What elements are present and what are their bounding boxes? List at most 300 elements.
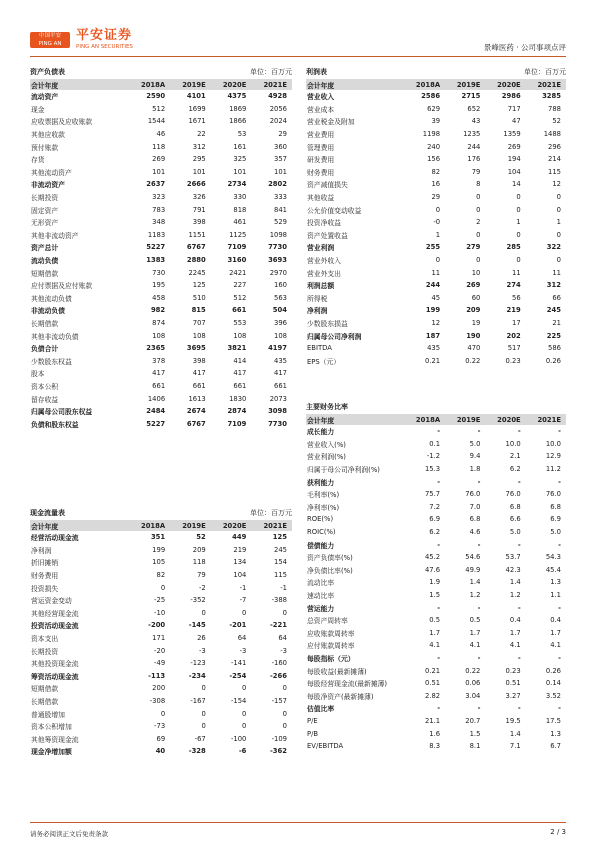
cell-value: 0.22 xyxy=(465,666,481,675)
cell-value: 1.7 xyxy=(429,628,441,637)
cell-value: 104 xyxy=(507,167,521,176)
cell-value: 788 xyxy=(548,104,561,113)
row-label: 营业收入(%) xyxy=(307,440,346,449)
cell-value: 0 xyxy=(242,709,247,718)
cell-value: 17.5 xyxy=(545,716,561,725)
cell-value: 154 xyxy=(274,558,287,567)
cell-value: 1383 xyxy=(146,256,166,265)
cell-value: 1.3 xyxy=(550,729,561,738)
table-row xyxy=(30,354,292,367)
income-statement xyxy=(306,66,566,367)
cell-value: -100 xyxy=(230,734,247,743)
cell-value: 22 xyxy=(197,130,206,139)
cell-value: 79 xyxy=(197,571,206,580)
cell-value: -1.2 xyxy=(426,452,441,461)
cell-value: - xyxy=(517,653,521,662)
cell-value: 11 xyxy=(512,268,521,277)
row-label: 现金净增加额 xyxy=(31,748,72,757)
cell-value: 6.8 xyxy=(509,502,521,511)
table-row xyxy=(306,153,566,166)
cell-value: 563 xyxy=(274,293,287,302)
row-label: 获利能力 xyxy=(307,478,335,487)
cell-value: 19.5 xyxy=(505,716,521,725)
cell-value: -7 xyxy=(239,596,247,605)
row-label: 资产处置收益 xyxy=(307,231,348,240)
row-label: 其他非流动负债 xyxy=(31,332,79,341)
table-row xyxy=(30,216,292,229)
cell-value: 1.1 xyxy=(550,591,561,600)
cell-value: 0 xyxy=(242,722,247,731)
cell-value: 6.8 xyxy=(469,515,481,524)
logo-top-text: 中国平安 xyxy=(38,33,61,39)
cell-value: 1.3 xyxy=(550,578,561,587)
cash-flow-unit: 单位：百万元 xyxy=(250,509,292,517)
cell-value: 108 xyxy=(233,331,247,340)
row-label: 少数股东损益 xyxy=(307,319,348,328)
row-label: 资本公积增加 xyxy=(31,723,72,732)
cell-value: 0.26 xyxy=(545,356,561,365)
table-row xyxy=(306,166,566,179)
row-label: 短期借款 xyxy=(31,685,59,694)
cell-value: 11 xyxy=(431,268,441,277)
cell-value: 323 xyxy=(152,193,166,202)
disclaimer: 请务必阅读正文后免责条款 xyxy=(30,830,108,838)
row-label: 研发费用 xyxy=(307,156,335,165)
row-label: 其他流动负债 xyxy=(31,294,72,303)
table-row xyxy=(306,715,566,728)
income-statement-title: 利润表 xyxy=(306,68,327,76)
table-row xyxy=(306,292,566,305)
row-label: ROIC(%) xyxy=(307,528,336,537)
cell-value: 661 xyxy=(152,381,166,390)
cell-value: 461 xyxy=(233,218,247,227)
cell-value: 0 xyxy=(476,256,481,265)
cell-value: 40 xyxy=(155,747,166,756)
cell-value: -0 xyxy=(433,218,441,227)
table-row xyxy=(306,727,566,740)
table-row xyxy=(306,513,566,526)
cell-value: 1198 xyxy=(422,130,441,139)
cell-value: 4101 xyxy=(186,92,206,101)
cell-value: 0 xyxy=(476,205,481,214)
row-label: 负债和股东权益 xyxy=(31,420,79,429)
cell-value: 4928 xyxy=(268,92,287,101)
cell-value: -388 xyxy=(271,596,287,605)
cell-value: 707 xyxy=(192,318,206,327)
cell-value: 818 xyxy=(233,205,247,214)
cell-value: 435 xyxy=(427,344,441,353)
row-label: 预付账款 xyxy=(31,143,59,152)
cell-value: 43 xyxy=(471,117,481,126)
table-header-row xyxy=(30,520,292,531)
row-label: 筹资活动现金流 xyxy=(31,672,79,681)
column-header-year: 2021E xyxy=(251,79,292,90)
table-row xyxy=(30,254,292,267)
header-divider xyxy=(30,56,566,57)
table-header-row xyxy=(30,79,292,90)
table-row xyxy=(306,689,566,702)
row-label: ROE(%) xyxy=(307,515,334,524)
cell-value: 5227 xyxy=(146,243,166,252)
cell-value: 333 xyxy=(274,193,287,202)
row-label: 营业利润 xyxy=(307,244,335,253)
cell-value: -160 xyxy=(271,659,287,668)
row-label: 长期借款 xyxy=(31,698,59,707)
cell-value: -25 xyxy=(154,596,166,605)
cell-value: 244 xyxy=(425,281,441,290)
row-label: 每股指标（元） xyxy=(307,654,355,663)
cell-value: 14 xyxy=(512,180,521,189)
row-label: 资产减值损失 xyxy=(307,181,348,190)
table-row xyxy=(306,488,566,501)
table-row xyxy=(30,317,292,330)
cell-value: 161 xyxy=(233,142,247,151)
row-label: 速动比率 xyxy=(307,592,335,601)
cell-value: 1.7 xyxy=(509,628,521,637)
row-label: 留存收益 xyxy=(31,395,59,404)
row-label: 其他收益 xyxy=(307,194,335,203)
table-row xyxy=(30,191,292,204)
cell-value: 2880 xyxy=(186,256,206,265)
cell-value: 449 xyxy=(232,533,247,542)
cell-value: 1671 xyxy=(188,117,206,126)
cell-value: 1.2 xyxy=(469,591,481,600)
cell-value: 200 xyxy=(152,684,166,693)
cell-value: 0 xyxy=(160,709,166,718)
row-label: 财务费用 xyxy=(307,168,335,177)
row-label: 其他应收款 xyxy=(31,131,65,140)
cell-value: 2734 xyxy=(227,180,247,189)
financial-ratios-table xyxy=(306,414,566,752)
cell-value: 2421 xyxy=(229,268,247,277)
row-label: 无形资产 xyxy=(31,219,59,228)
row-label: 估值比率 xyxy=(307,705,335,714)
row-label: 资产负债率(%) xyxy=(307,554,353,563)
table-row xyxy=(306,425,566,438)
table-row xyxy=(306,601,566,614)
row-label: 每股经营现金流(最新摊薄) xyxy=(307,680,388,689)
balance-sheet-title: 资产负债表 xyxy=(30,68,65,76)
cell-value: 156 xyxy=(427,155,441,164)
brand-name: 平安证券 xyxy=(76,28,133,43)
cell-value: 322 xyxy=(546,243,561,252)
cell-value: 417 xyxy=(233,369,247,378)
row-label: 固定资产 xyxy=(31,206,59,215)
cell-value: 45.2 xyxy=(424,553,441,562)
row-label: 投资活动现金流 xyxy=(31,622,79,631)
cell-value: 982 xyxy=(150,306,166,315)
table-row xyxy=(306,103,566,116)
cell-value: 1359 xyxy=(503,130,521,139)
cell-value: 285 xyxy=(506,243,521,252)
page-header xyxy=(30,28,566,54)
table-row xyxy=(306,564,566,577)
cell-value: 529 xyxy=(274,218,287,227)
cell-value: -113 xyxy=(148,671,166,680)
cell-value: 108 xyxy=(274,331,287,340)
cell-value: 730 xyxy=(152,268,166,277)
row-label: 流动负债 xyxy=(31,257,59,266)
cell-value: 0 xyxy=(516,230,521,239)
cell-value: 458 xyxy=(152,293,166,302)
cell-value: 1869 xyxy=(229,104,247,113)
row-label: 营运资金变动 xyxy=(31,597,72,606)
cell-value: -308 xyxy=(149,697,166,706)
cell-value: 54.6 xyxy=(465,553,481,562)
cell-value: 5227 xyxy=(146,419,166,428)
cell-value: 6.8 xyxy=(550,502,561,511)
cell-value: 0.4 xyxy=(509,616,521,625)
cell-value: 6.2 xyxy=(429,528,441,537)
row-label: EV/EBITDA xyxy=(307,742,344,751)
table-row xyxy=(30,544,292,557)
table-row xyxy=(306,115,566,128)
table-row xyxy=(30,607,292,620)
cell-value: -10 xyxy=(154,608,166,617)
table-row xyxy=(30,619,292,632)
cell-value: -154 xyxy=(230,697,247,706)
cell-value: 118 xyxy=(152,142,166,151)
cash-flow-table xyxy=(30,520,292,758)
cell-value: 64 xyxy=(237,634,247,643)
cell-value: 6.7 xyxy=(550,742,561,751)
table-row xyxy=(306,463,566,476)
cell-value: 2.82 xyxy=(424,691,441,700)
row-label: 普通股增加 xyxy=(31,710,65,719)
cell-value: -352 xyxy=(190,596,206,605)
cell-value: -145 xyxy=(188,621,206,630)
table-row xyxy=(306,229,566,242)
table-row xyxy=(30,733,292,746)
cell-value: 199 xyxy=(152,545,166,554)
row-label: 流动比率 xyxy=(307,579,335,588)
cell-value: 101 xyxy=(192,167,206,176)
row-label: 偿债能力 xyxy=(307,541,335,550)
cell-value: 240 xyxy=(427,142,441,151)
row-label: 其他流动资产 xyxy=(31,168,72,177)
row-label: 财务费用 xyxy=(31,572,59,581)
cell-value: 7.1 xyxy=(509,742,521,751)
cell-value: 2666 xyxy=(186,180,206,189)
column-header-year: 2019E xyxy=(170,79,211,90)
cell-value: 108 xyxy=(152,331,166,340)
row-label: 净利率(%) xyxy=(307,503,340,512)
row-label: 折旧摊销 xyxy=(31,559,59,568)
cell-value: 1.4 xyxy=(509,578,521,587)
row-label: 经营活动现金流 xyxy=(31,534,79,543)
table-header-row xyxy=(306,79,566,90)
cell-value: 0.23 xyxy=(505,356,521,365)
row-label: 毛利率(%) xyxy=(307,491,340,500)
cell-value: 1830 xyxy=(229,394,247,403)
cell-value: - xyxy=(477,704,481,713)
row-label: 所得税 xyxy=(307,294,328,303)
cell-value: 82 xyxy=(156,571,166,580)
cell-value: 1 xyxy=(435,230,441,239)
cell-value: 101 xyxy=(274,167,287,176)
cell-value: - xyxy=(437,477,441,486)
table-row xyxy=(30,90,292,103)
row-label: 流动资产 xyxy=(31,93,59,102)
cell-value: 2245 xyxy=(188,268,206,277)
cell-value: 3.04 xyxy=(465,691,481,700)
cell-value: - xyxy=(477,427,481,436)
row-label: 存货 xyxy=(31,156,45,165)
cell-value: 45 xyxy=(431,293,441,302)
cell-value: -2 xyxy=(198,583,206,592)
cell-value: 47 xyxy=(512,117,521,126)
cell-value: 6767 xyxy=(186,243,206,252)
cell-value: 187 xyxy=(425,331,441,340)
row-label: 资产总计 xyxy=(31,244,59,253)
financial-ratios-title: 主要财务比率 xyxy=(306,403,348,411)
table-row xyxy=(306,526,566,539)
cell-value: 53 xyxy=(237,130,247,139)
cell-value: 0.26 xyxy=(545,666,561,675)
table-row xyxy=(30,745,292,758)
table-row xyxy=(306,329,566,342)
cell-value: 4197 xyxy=(268,344,287,353)
table-row xyxy=(306,627,566,640)
cell-value: 125 xyxy=(192,281,206,290)
balance-sheet-table xyxy=(30,79,292,430)
cell-value: 2970 xyxy=(269,268,287,277)
cell-value: -157 xyxy=(271,697,287,706)
row-label: 非流动负债 xyxy=(31,307,65,316)
cell-value: 53.7 xyxy=(505,553,521,562)
cell-value: 717 xyxy=(507,104,521,113)
table-row xyxy=(306,241,566,254)
cell-value: 652 xyxy=(467,104,481,113)
cell-value: 2365 xyxy=(146,344,166,353)
cell-value: 29 xyxy=(431,193,441,202)
cell-value: - xyxy=(477,477,481,486)
cell-value: 0 xyxy=(435,256,441,265)
cell-value: 219 xyxy=(506,306,521,315)
cell-value: -3 xyxy=(280,646,287,655)
table-row xyxy=(30,367,292,380)
cell-value: -200 xyxy=(148,621,166,630)
cell-value: 4.1 xyxy=(509,641,521,650)
cell-value: - xyxy=(558,477,561,486)
cell-value: 0 xyxy=(242,684,247,693)
cell-value: -109 xyxy=(271,734,287,743)
cell-value: 42.3 xyxy=(505,565,521,574)
cell-value: 104 xyxy=(233,571,247,580)
cell-value: -73 xyxy=(154,722,166,731)
cell-value: 225 xyxy=(546,331,561,340)
table-row xyxy=(30,166,292,179)
cell-value: -123 xyxy=(190,659,206,668)
cell-value: 0.22 xyxy=(465,356,481,365)
cell-value: 1699 xyxy=(188,104,206,113)
cell-value: 0 xyxy=(201,684,206,693)
cell-value: - xyxy=(558,540,561,549)
table-row xyxy=(306,191,566,204)
ping-an-logo xyxy=(30,32,70,48)
cell-value: 5.0 xyxy=(469,439,481,448)
cell-value: - xyxy=(477,540,481,549)
cell-value: 21.1 xyxy=(424,716,441,725)
cell-value: 326 xyxy=(192,193,206,202)
row-label: 归属母公司股东权益 xyxy=(31,408,93,417)
cell-value: - xyxy=(558,704,561,713)
cell-value: 1125 xyxy=(229,230,247,239)
cell-value: 64 xyxy=(278,634,287,643)
cell-value: 4.6 xyxy=(469,528,481,537)
cash-flow-title: 现金流量表 xyxy=(30,509,65,517)
cell-value: 209 xyxy=(192,545,206,554)
table-row xyxy=(306,90,566,103)
cell-value: 202 xyxy=(506,331,521,340)
column-header-year: 2020E xyxy=(211,520,252,531)
cell-value: 11 xyxy=(552,268,561,277)
cell-value: -221 xyxy=(269,621,287,630)
cell-value: 3.27 xyxy=(505,691,521,700)
cell-value: 5.0 xyxy=(509,528,521,537)
cell-value: 82 xyxy=(431,167,441,176)
table-row xyxy=(306,614,566,627)
cell-value: 504 xyxy=(272,306,287,315)
table-row xyxy=(30,670,292,683)
cell-value: 118 xyxy=(192,558,206,567)
cell-value: 0.51 xyxy=(505,679,521,688)
row-label: 每股收益(最新摊薄) xyxy=(307,667,367,676)
cell-value: 10.0 xyxy=(505,439,521,448)
table-row xyxy=(30,707,292,720)
table-row xyxy=(306,178,566,191)
cell-value: 0.4 xyxy=(550,616,561,625)
cell-value: 20.7 xyxy=(465,716,481,725)
table-row xyxy=(306,438,566,451)
cell-value: - xyxy=(558,653,561,662)
cell-value: 11.2 xyxy=(545,465,561,474)
table-row xyxy=(30,329,292,342)
cell-value: 245 xyxy=(546,306,561,315)
cell-value: 46 xyxy=(156,130,166,139)
table-row xyxy=(30,279,292,292)
cell-value: 517 xyxy=(507,344,521,353)
cell-value: 2586 xyxy=(421,92,441,101)
cell-value: 3695 xyxy=(186,344,206,353)
cell-value: 3285 xyxy=(542,92,561,101)
cell-value: -266 xyxy=(269,671,287,680)
cell-value: -141 xyxy=(230,659,247,668)
cell-value: 209 xyxy=(466,306,481,315)
cell-value: 0.5 xyxy=(429,616,441,625)
cell-value: 791 xyxy=(192,205,206,214)
cell-value: 269 xyxy=(152,155,166,164)
column-header-label: 会计年度 xyxy=(30,520,130,531)
cell-value: 0 xyxy=(201,608,206,617)
cell-value: -1 xyxy=(239,583,247,592)
cell-value: 417 xyxy=(274,369,287,378)
cell-value: 69 xyxy=(156,734,166,743)
cell-value: 2073 xyxy=(269,394,287,403)
cell-value: 0.14 xyxy=(545,679,561,688)
cell-value: 12 xyxy=(552,180,561,189)
cell-value: -234 xyxy=(188,671,206,680)
cell-value: 0.5 xyxy=(469,616,481,625)
financial-ratios xyxy=(306,401,566,752)
cell-value: -3 xyxy=(198,646,206,655)
cell-value: 0 xyxy=(516,205,521,214)
table-row xyxy=(306,589,566,602)
cell-value: - xyxy=(558,427,561,436)
table-row xyxy=(30,531,292,544)
cell-value: 417 xyxy=(192,369,206,378)
cell-value: 351 xyxy=(150,533,166,542)
